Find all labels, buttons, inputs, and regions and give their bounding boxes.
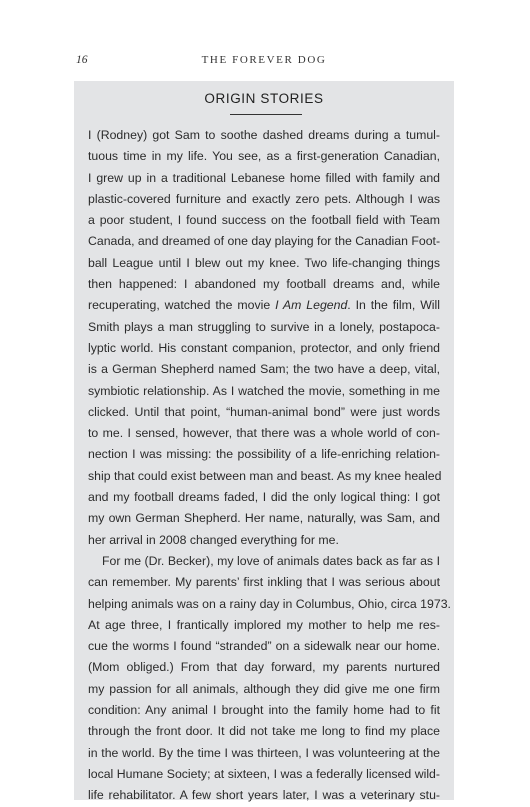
text-line: I grew up in a traditional Lebanese home filled with family and	[88, 170, 440, 185]
title-underline	[230, 114, 302, 115]
text-line: (Mom obliged.) From that day forward, my parents nurtured	[88, 660, 440, 675]
text-line: a poor student, I found success on the football field with Team	[88, 213, 440, 228]
book-title: THE FOREVER DOG	[201, 54, 327, 66]
text-line: For me (Dr. Becker), my love of animals dates back as far as I	[102, 553, 440, 568]
paragraph-becker	[88, 551, 451, 807]
text-line: Canada, and dreamed of one day playing for the Canadian Foot-	[88, 234, 441, 249]
page-number: 16	[76, 54, 88, 66]
text-line: clicked. Until that point, “human-animal bond” were just words	[88, 404, 440, 419]
sidebar-title: ORIGIN STORIES	[204, 91, 324, 106]
text-line: my passion for all animals, although they did give me one firm	[88, 681, 440, 696]
text-line: my own German Shepherd. Her name, naturally, was Sam, and	[88, 511, 440, 526]
text-line: to me. I sensed, however, that there was a whole world of con-	[88, 426, 440, 441]
text-line: At age three, I frantically implored my mother to help me res-	[88, 617, 440, 632]
text-line: in the world. By the time I was thirteen, I was volunteering at the	[88, 745, 440, 760]
text-line: her arrival in 2008 changed everything for me.	[88, 532, 339, 547]
text-line: I (Rodney) got Sam to soothe dashed dreams during a tumul-	[88, 128, 440, 142]
text-line: Smith plays a man struggling to survive in a lonely, postapoca-	[88, 319, 440, 334]
text-line: then happened: I abandoned my football dreams and, while	[88, 277, 440, 292]
text-line: life rehabilitator. A few short years later, I was a veterinary stu-	[88, 788, 440, 803]
text-line: through the front door. It did not take me long to find my place	[88, 724, 440, 739]
text-line: helping animals was on a rainy day in Columbus, Ohio, circa 1973.	[88, 596, 451, 611]
text-line: lyptic world. His constant companion, protector, and only friend	[88, 340, 440, 355]
text-line: nection I was missing: the possibility of a life-enriching relation-	[88, 447, 440, 462]
paragraph-rodney	[88, 125, 440, 551]
movie-title: I Am Legend	[275, 298, 348, 313]
text-line: recuperating, watched the movie I Am Legend. In the film, Will	[88, 298, 440, 313]
text-line: condition: Any animal I brought into the family home had to fit	[88, 703, 440, 718]
text-line: symbiotic relationship. As I watched the movie, something in me	[88, 383, 440, 398]
text-line: tuous time in my life. You see, as a first-generation Canadian,	[88, 149, 440, 164]
text-line: is a German Shepherd named Sam; the two have a deep, vital,	[88, 362, 440, 377]
text-line: ball League until I blew out my knee. Two life-changing things	[88, 255, 440, 270]
running-header	[76, 54, 452, 70]
text-line: can remember. My parents’ first inkling that I was serious about	[88, 575, 440, 590]
text-line: local Humane Society; at sixteen, I was a federally licensed wild-	[88, 766, 440, 781]
text-line: and my football dreams faded, I did the only logical thing: I got	[88, 490, 440, 505]
text-line: ship that could exist between man and beast. As my knee healed	[88, 468, 442, 483]
text-line: cue the worms I found “stranded” on a sidewalk near our home.	[88, 639, 440, 654]
text-line: plastic-covered furniture and exactly zero pets. Although I was	[88, 191, 440, 206]
origin-stories-sidebar	[74, 81, 454, 803]
sidebar-body	[88, 125, 451, 807]
